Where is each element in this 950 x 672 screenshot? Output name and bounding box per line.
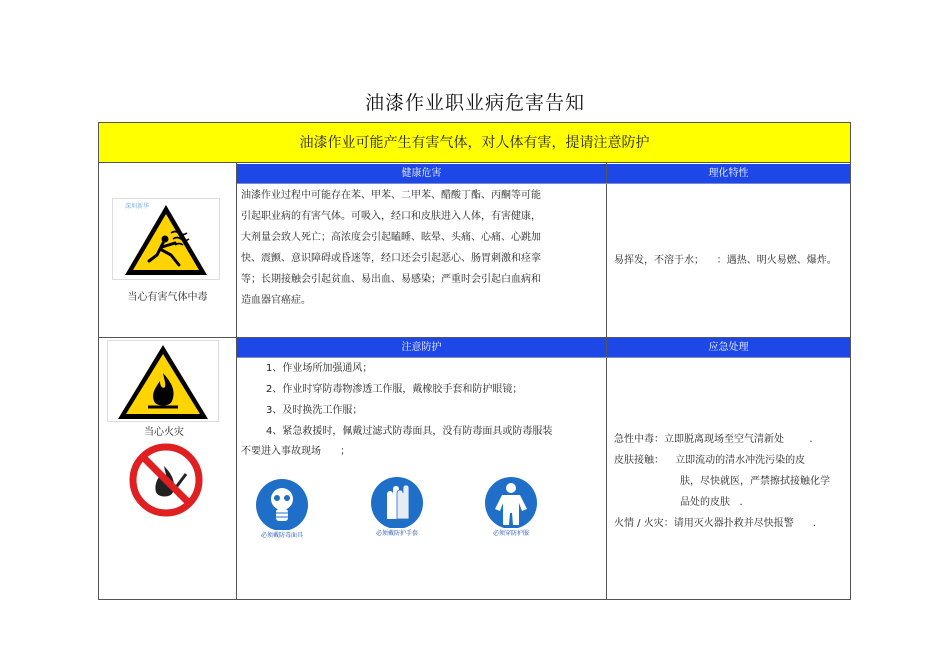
caution-text (266, 358, 604, 442)
no-open-flame-sign (128, 442, 204, 518)
gas-mask-icon (246, 477, 318, 533)
flame-icon (108, 341, 218, 421)
health-hazard-header: 健康危害 (237, 164, 606, 183)
ppe-label: 必须戴防毒面具 (246, 530, 318, 541)
health-line: 大剂量会致人死亡；高浓度会引起瞌睡、眩晕、头痛、心痛、心跳加 (241, 232, 541, 243)
ppe-sign-protective-suit (475, 475, 547, 539)
skin-label: 皮肤接触： (614, 455, 664, 466)
toxic-gas-warning-sign (112, 198, 220, 280)
skin-line: 立即流动的清水冲洗污染的皮 (675, 455, 806, 466)
page-title: 油漆作业职业病危害告知 (364, 92, 585, 114)
gloves-icon (361, 475, 433, 531)
emergency-text (614, 429, 848, 534)
column-divider (236, 163, 237, 600)
ppe-sign-gas-mask (246, 477, 318, 541)
skin-line: 肤，尽快就医，严禁擦拭接触化学 (680, 476, 830, 487)
toxic-gas-caption: 当心有害气体中毒 (127, 292, 208, 303)
caution-line: 1、作业场所加强通风； (266, 363, 373, 374)
health-line: 造血器官癌症。 (241, 295, 311, 306)
ppe-label: 必须戴防护手套 (361, 528, 433, 539)
ppe-sign-gloves (361, 475, 433, 539)
column-divider (606, 163, 607, 600)
emergency-header: 应急处理 (607, 338, 850, 357)
emergency-fire: 火情 / 火灾：请用灭火器扑救并尽快报警 . (614, 518, 816, 529)
warning-banner: 油漆作业可能产生有害气体，对人体有害，提请注意防护 (99, 123, 850, 163)
caution-line: 4、紧急救援时，佩戴过滤式防毒面具，没有防毒面具或防毒服装 (266, 426, 553, 437)
protective-suit-icon (475, 475, 547, 531)
skin-line: 品处的皮肤 . (680, 497, 743, 508)
no-fire-icon (128, 442, 204, 518)
caution-line: 3、及时换洗工作服； (266, 405, 363, 416)
header-underline (237, 183, 850, 184)
toxic-gas-icon (113, 199, 219, 279)
fire-warning-sign (107, 340, 219, 422)
caution-tail: 不要进入事故现场 ； (241, 446, 351, 457)
emergency-skin (614, 450, 848, 471)
emergency-poison: 急性中毒：立即脱离现场至空气清新处 . (614, 434, 813, 445)
health-line: 等；长期接触会引起贫血、易出血、易感染；严重时会引起白血病和 (241, 274, 541, 285)
health-line: 油漆作业过程中可能存在苯、甲苯、二甲苯、醋酸丁酯、丙酮等可能 (241, 190, 541, 201)
sign-small-text: 深圳新华 (125, 203, 150, 210)
property-text: 易挥发，不溶于水； ：遇热、明火易燃、爆炸。 (614, 255, 837, 266)
caution-header: 注意防护 (237, 338, 606, 357)
health-hazard-text (241, 185, 603, 311)
health-line: 快、震颤、意识障碍或昏迷等，经口还会引起恶心、肠胃刺激和痉挛 (241, 253, 541, 264)
property-header: 理化特性 (607, 164, 850, 183)
health-line: 引起职业病的有害气体。可吸入，经口和皮肤进入人体，有害健康， (241, 211, 541, 222)
fire-caption: 当心火灾 (144, 427, 184, 438)
ppe-label: 必须穿防护服 (475, 528, 547, 539)
caution-line: 2、作业时穿防毒物渗透工作服，戴橡胶手套和防护眼镜； (266, 384, 523, 395)
